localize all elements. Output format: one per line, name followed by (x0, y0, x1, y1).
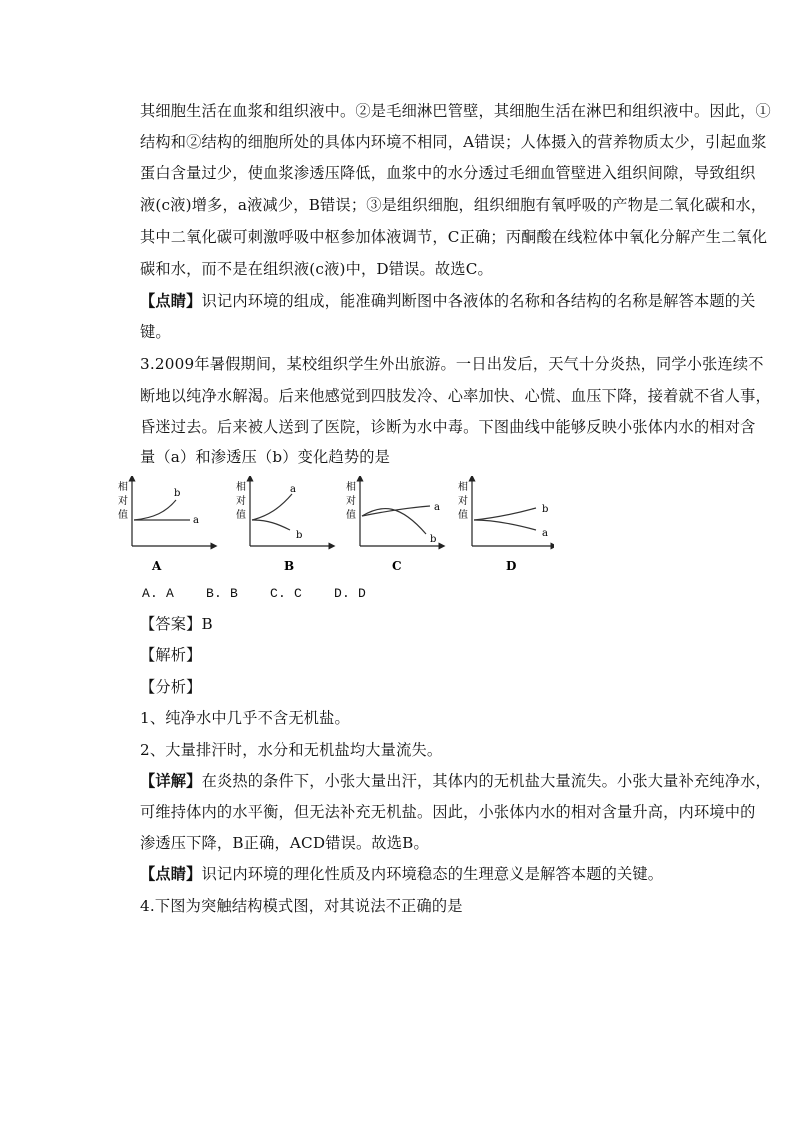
curve-label-a: a (542, 528, 548, 539)
ylabel-char: 值 (118, 510, 128, 521)
ylabel-char: 相 (236, 482, 246, 493)
question-stem-line: 量（a）和渗透压（b）变化趋势的是 (140, 448, 390, 466)
ylabel-char: 对 (346, 496, 356, 507)
figure-panel-b (236, 478, 332, 573)
curve-b (362, 509, 426, 534)
panel-label: B (284, 559, 295, 573)
text-line: 其细胞生活在血浆和组织液中。②是毛细淋巴管壁，其细胞生活在淋巴和组织液中。因此，① (140, 102, 771, 120)
figure-panel-d (458, 478, 554, 573)
ylabel-char: 值 (236, 510, 246, 521)
analysis-tag: 【解析】 (140, 646, 202, 664)
panel-label: D (506, 559, 517, 573)
ylabel-char: 相 (346, 482, 356, 493)
answer-options: A. A B. B C. C D. D (142, 586, 367, 601)
curve-label-b: b (174, 488, 181, 499)
detail-tag: 【详解】 (140, 772, 202, 790)
point-tag: 【点睛】 (140, 865, 202, 883)
curve-label-b: b (430, 534, 437, 545)
curve-label-a: a (434, 502, 440, 513)
point-text: 识记内环境的组成，能准确判断图中各液体的名称和各结构的名称是解答本题的关 (201, 292, 756, 310)
point-line (140, 864, 663, 884)
question-stem-line: 4.下图为突触结构模式图，对其说法不正确的是 (140, 897, 463, 915)
text-line: 碳和水，而不是在组织液(c液)中，D错误。故选C。 (140, 260, 493, 278)
detail-line: 渗透压下降，B正确，ACD错误。故选B。 (140, 834, 429, 852)
detail-text: 在炎热的条件下，小张大量出汗，其体内的无机盐大量流失。小张大量补充纯净水， (201, 772, 771, 790)
panel-label: A (152, 559, 162, 573)
curve-a (252, 494, 292, 520)
text-line: 蛋白含量过少，使血浆渗透压降低，血浆中的水分透过毛细血管壁进入组织间隙，导致组织 (140, 164, 756, 182)
question-stem-line: 断地以纯净水解渴。后来他感觉到四肢发冷、心率加快、心慌、血压下降，接着就不省人事， (140, 387, 771, 405)
point-text: 识记内环境的理化性质及内环境稳态的生理意义是解答本题的关键。 (201, 865, 664, 883)
curve-a (474, 520, 536, 530)
detail-line: 可维持体内的水平衡，但无法补充无机盐。因此，小张体内水的相对含量升高，内环境中的 (140, 803, 756, 821)
text-line: 其中二氧化碳可刺激呼吸中枢参加体液调节，C正确；丙酮酸在线粒体中氧化分解产生二氧化 (140, 228, 768, 246)
curve-b (134, 500, 176, 520)
ylabel-char: 值 (346, 510, 356, 521)
figure-panel-a (118, 478, 214, 573)
ylabel-char: 对 (118, 496, 128, 507)
fenxi-tag: 【分析】 (140, 678, 202, 696)
curve-b (252, 520, 290, 530)
ylabel-char: 对 (458, 496, 468, 507)
panel-label: C (392, 559, 402, 573)
question-stem-line: 3.2009年暑假期间，某校组织学生外出旅游。一日出发后，天气十分炎热，同学小张连续不 (140, 355, 764, 373)
fenxi-point-1: 1、纯净水中几乎不含无机盐。 (140, 709, 350, 727)
detail-line (140, 771, 771, 791)
curve-b (474, 508, 536, 520)
text-line: 液(c液)增多，a液减少，B错误；③是组织细胞，组织细胞有氧呼吸的产物是二氧化碳和水， (140, 196, 767, 214)
curve-label-a: a (193, 515, 199, 526)
text-line: 键。 (140, 323, 171, 341)
curve-label-b: b (542, 504, 549, 515)
answer-figures (114, 476, 554, 580)
text-line: 结构和②结构的细胞所处的具体内环境不相同，A错误；人体摄入的营养物质太少，引起血浆 (140, 133, 767, 151)
ylabel-char: 对 (236, 496, 246, 507)
curve-label-a: a (290, 484, 296, 495)
point-tag: 【点睛】 (140, 292, 202, 310)
ylabel-char: 相 (458, 482, 468, 493)
point-line (140, 291, 756, 311)
ylabel-char: 值 (458, 510, 468, 521)
fenxi-point-2: 2、大量排汗时，水分和无机盐均大量流失。 (140, 741, 443, 759)
question-stem-line: 昏迷过去。后来被人送到了医院，诊断为水中毒。下图曲线中能够反映小张体内水的相对含 (140, 418, 756, 436)
answer-line: 【答案】B (140, 615, 213, 633)
curve-label-b: b (296, 530, 303, 541)
figure-panel-c (346, 478, 442, 573)
ylabel-char: 相 (118, 482, 128, 493)
